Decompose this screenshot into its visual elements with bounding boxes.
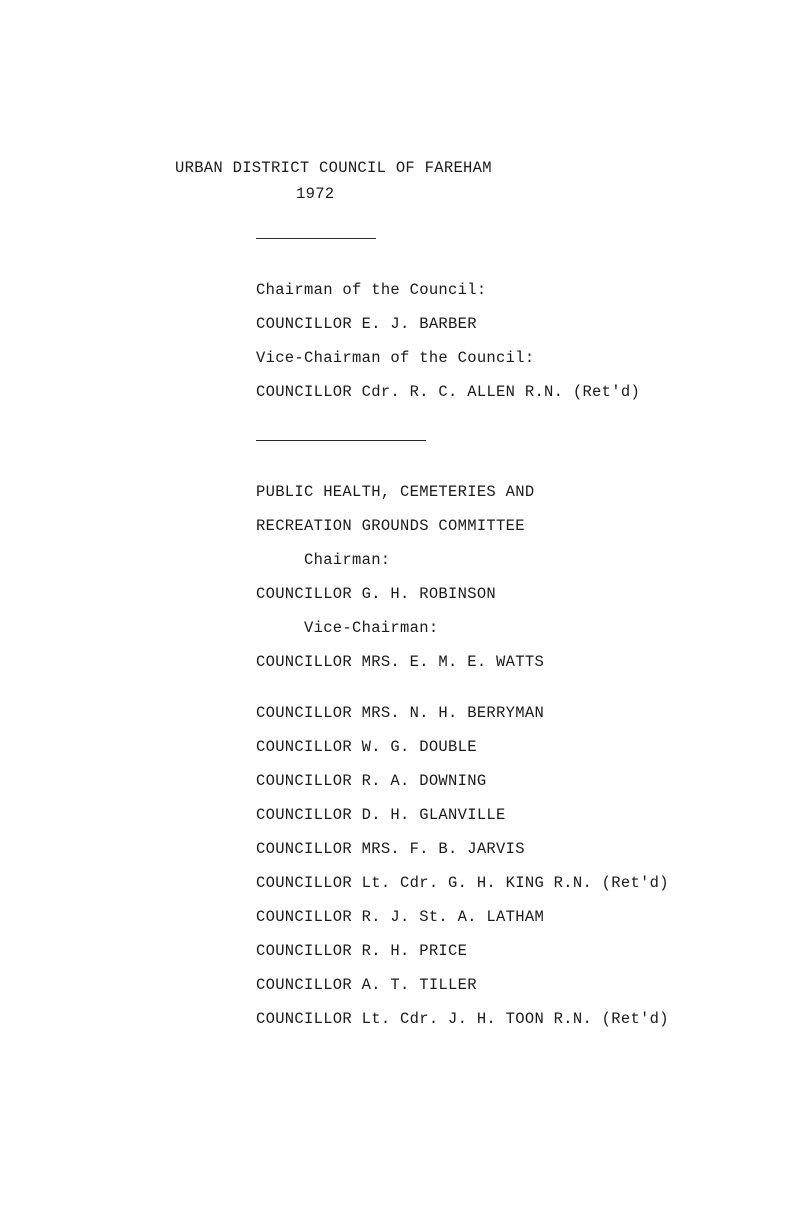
member-line: COUNCILLOR R. H. PRICE — [256, 942, 468, 960]
member-line: COUNCILLOR D. H. GLANVILLE — [256, 806, 506, 824]
committee-chairman-label: Chairman: — [304, 551, 391, 569]
member-line: COUNCILLOR R. J. St. A. LATHAM — [256, 908, 545, 926]
member-line: COUNCILLOR MRS. N. H. BERRYMAN — [256, 704, 545, 722]
divider-middle — [256, 440, 426, 441]
member-line: COUNCILLOR Lt. Cdr. G. H. KING R.N. (Ret'd) — [256, 874, 669, 892]
committee-chairman-name: COUNCILLOR G. H. ROBINSON — [256, 585, 497, 603]
member-line: COUNCILLOR R. A. DOWNING — [256, 772, 487, 790]
council-chairman-label: Chairman of the Council: — [256, 281, 487, 299]
council-title: URBAN DISTRICT COUNCIL OF FAREHAM — [175, 159, 492, 177]
council-chairman-name: COUNCILLOR E. J. BARBER — [256, 315, 477, 333]
committee-title-line2: RECREATION GROUNDS COMMITTEE — [256, 517, 525, 535]
committee-vice-chairman-name: COUNCILLOR MRS. E. M. E. WATTS — [256, 653, 545, 671]
council-vice-chairman-name: COUNCILLOR Cdr. R. C. ALLEN R.N. (Ret'd) — [256, 383, 641, 401]
member-line: COUNCILLOR MRS. F. B. JARVIS — [256, 840, 525, 858]
committee-vice-chairman-label: Vice-Chairman: — [304, 619, 439, 637]
year: 1972 — [296, 185, 335, 203]
member-line: COUNCILLOR A. T. TILLER — [256, 976, 477, 994]
member-line: COUNCILLOR Lt. Cdr. J. H. TOON R.N. (Ret'd) — [256, 1010, 669, 1028]
member-line: COUNCILLOR W. G. DOUBLE — [256, 738, 477, 756]
divider-top — [256, 238, 376, 239]
council-vice-chairman-label: Vice-Chairman of the Council: — [256, 349, 535, 367]
committee-title-line1: PUBLIC HEALTH, CEMETERIES AND — [256, 483, 535, 501]
